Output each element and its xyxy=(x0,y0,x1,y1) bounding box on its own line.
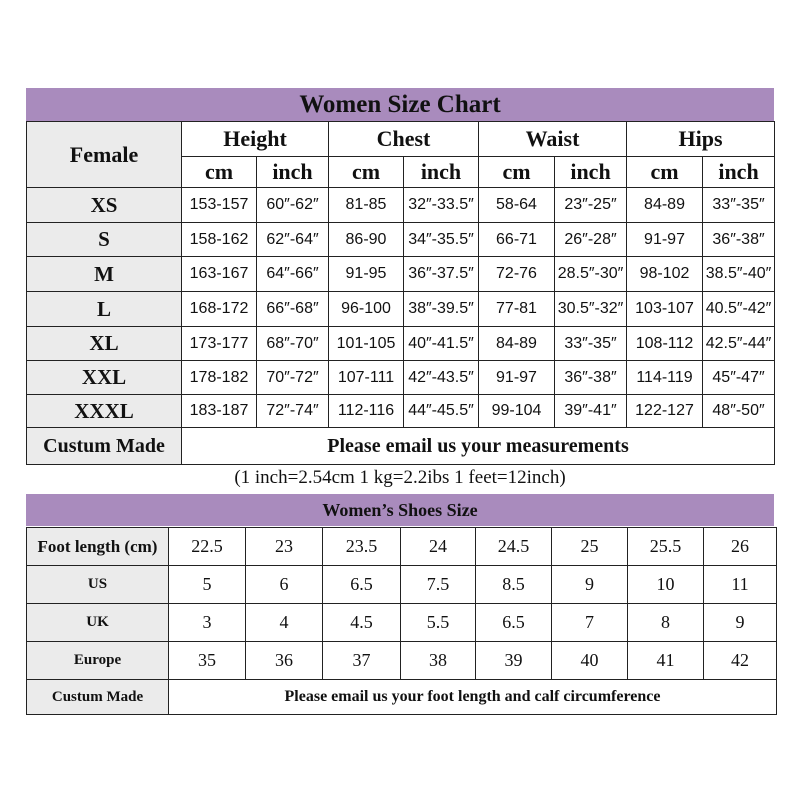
value-cell: 35 xyxy=(169,642,246,680)
value-cell: 103-107 xyxy=(627,292,703,327)
value-cell: 23 xyxy=(246,528,323,566)
value-cell: 36″-38″ xyxy=(703,223,775,257)
table-row xyxy=(27,223,775,257)
unit-inch: inch xyxy=(555,157,627,188)
size-label: S xyxy=(27,223,182,257)
size-label: XXXL xyxy=(27,395,182,428)
group-chest: Chest xyxy=(329,122,479,157)
value-cell: 36″-37.5″ xyxy=(404,257,479,292)
value-cell: 91-97 xyxy=(627,223,703,257)
value-cell: 5.5 xyxy=(401,604,476,642)
value-cell: 34″-35.5″ xyxy=(404,223,479,257)
table-row xyxy=(27,361,775,395)
value-cell: 66″-68″ xyxy=(257,292,329,327)
custom-made-label: Custum Made xyxy=(27,680,169,715)
table-row xyxy=(27,528,777,566)
value-cell: 9 xyxy=(704,604,777,642)
value-cell: 64″-66″ xyxy=(257,257,329,292)
group-height: Height xyxy=(182,122,329,157)
value-cell: 168-172 xyxy=(182,292,257,327)
value-cell: 40.5″-42″ xyxy=(703,292,775,327)
value-cell: 5 xyxy=(169,566,246,604)
group-waist: Waist xyxy=(479,122,627,157)
size-label: XL xyxy=(27,327,182,361)
custom-made-row xyxy=(27,428,775,465)
size-label: XXL xyxy=(27,361,182,395)
value-cell: 42.5″-44″ xyxy=(703,327,775,361)
table-row xyxy=(27,188,775,223)
value-cell: 22.5 xyxy=(169,528,246,566)
value-cell: 98-102 xyxy=(627,257,703,292)
shoe-chart-title: Women’s Shoes Size xyxy=(26,494,774,526)
row-label: US xyxy=(27,566,169,604)
value-cell: 33″-35″ xyxy=(555,327,627,361)
value-cell: 114-119 xyxy=(627,361,703,395)
value-cell: 42 xyxy=(704,642,777,680)
value-cell: 25 xyxy=(552,528,628,566)
value-cell: 173-177 xyxy=(182,327,257,361)
value-cell: 68″-70″ xyxy=(257,327,329,361)
value-cell: 77-81 xyxy=(479,292,555,327)
value-cell: 72-76 xyxy=(479,257,555,292)
value-cell: 91-97 xyxy=(479,361,555,395)
value-cell: 39 xyxy=(476,642,552,680)
value-cell: 178-182 xyxy=(182,361,257,395)
unit-cm: cm xyxy=(329,157,404,188)
shoe-size-table xyxy=(26,527,777,715)
value-cell: 36″-38″ xyxy=(555,361,627,395)
value-cell: 32″-33.5″ xyxy=(404,188,479,223)
row-label: Europe xyxy=(27,642,169,680)
size-label: XS xyxy=(27,188,182,223)
value-cell: 42″-43.5″ xyxy=(404,361,479,395)
unit-inch: inch xyxy=(257,157,329,188)
unit-inch: inch xyxy=(404,157,479,188)
custom-made-row xyxy=(27,680,777,715)
size-chart-table xyxy=(26,121,775,465)
value-cell: 40″-41.5″ xyxy=(404,327,479,361)
value-cell: 60″-62″ xyxy=(257,188,329,223)
group-hips: Hips xyxy=(627,122,775,157)
value-cell: 6 xyxy=(246,566,323,604)
value-cell: 38 xyxy=(401,642,476,680)
size-label: M xyxy=(27,257,182,292)
value-cell: 24 xyxy=(401,528,476,566)
size-label: L xyxy=(27,292,182,327)
value-cell: 33″-35″ xyxy=(703,188,775,223)
value-cell: 84-89 xyxy=(479,327,555,361)
conversion-note: (1 inch=2.54cm 1 kg=2.2ibs 1 feet=12inch) xyxy=(234,467,566,488)
value-cell: 25.5 xyxy=(628,528,704,566)
value-cell: 8.5 xyxy=(476,566,552,604)
table-row xyxy=(27,642,777,680)
value-cell: 38″-39.5″ xyxy=(404,292,479,327)
value-cell: 48″-50″ xyxy=(703,395,775,428)
value-cell: 99-104 xyxy=(479,395,555,428)
value-cell: 163-167 xyxy=(182,257,257,292)
value-cell: 37 xyxy=(323,642,401,680)
table-row xyxy=(27,292,775,327)
table-row xyxy=(27,566,777,604)
value-cell: 40 xyxy=(552,642,628,680)
value-cell: 6.5 xyxy=(323,566,401,604)
value-cell: 44″-45.5″ xyxy=(404,395,479,428)
custom-made-label: Custum Made xyxy=(27,428,182,465)
value-cell: 38.5″-40″ xyxy=(703,257,775,292)
value-cell: 7.5 xyxy=(401,566,476,604)
value-cell: 7 xyxy=(552,604,628,642)
size-chart-title: Women Size Chart xyxy=(26,88,774,121)
value-cell: 23″-25″ xyxy=(555,188,627,223)
value-cell: 62″-64″ xyxy=(257,223,329,257)
value-cell: 39″-41″ xyxy=(555,395,627,428)
row-label: Foot length (cm) xyxy=(27,528,169,566)
value-cell: 41 xyxy=(628,642,704,680)
corner-label: Female xyxy=(27,122,182,188)
value-cell: 36 xyxy=(246,642,323,680)
table-row xyxy=(27,327,775,361)
value-cell: 4.5 xyxy=(323,604,401,642)
value-cell: 3 xyxy=(169,604,246,642)
value-cell: 101-105 xyxy=(329,327,404,361)
row-label: UK xyxy=(27,604,169,642)
custom-made-text: Please email us your measurements xyxy=(182,428,775,465)
value-cell: 81-85 xyxy=(329,188,404,223)
unit-cm: cm xyxy=(182,157,257,188)
value-cell: 10 xyxy=(628,566,704,604)
value-cell: 58-64 xyxy=(479,188,555,223)
value-cell: 86-90 xyxy=(329,223,404,257)
value-cell: 122-127 xyxy=(627,395,703,428)
value-cell: 70″-72″ xyxy=(257,361,329,395)
value-cell: 4 xyxy=(246,604,323,642)
value-cell: 45″-47″ xyxy=(703,361,775,395)
table-row xyxy=(27,395,775,428)
unit-cm: cm xyxy=(479,157,555,188)
value-cell: 112-116 xyxy=(329,395,404,428)
value-cell: 72″-74″ xyxy=(257,395,329,428)
value-cell: 26″-28″ xyxy=(555,223,627,257)
unit-inch: inch xyxy=(703,157,775,188)
value-cell: 8 xyxy=(628,604,704,642)
value-cell: 66-71 xyxy=(479,223,555,257)
value-cell: 91-95 xyxy=(329,257,404,292)
table-row xyxy=(27,257,775,292)
unit-cm: cm xyxy=(627,157,703,188)
value-cell: 158-162 xyxy=(182,223,257,257)
value-cell: 9 xyxy=(552,566,628,604)
value-cell: 108-112 xyxy=(627,327,703,361)
value-cell: 84-89 xyxy=(627,188,703,223)
value-cell: 107-111 xyxy=(329,361,404,395)
value-cell: 183-187 xyxy=(182,395,257,428)
table-row xyxy=(27,604,777,642)
value-cell: 6.5 xyxy=(476,604,552,642)
value-cell: 24.5 xyxy=(476,528,552,566)
value-cell: 28.5″-30″ xyxy=(555,257,627,292)
value-cell: 96-100 xyxy=(329,292,404,327)
value-cell: 11 xyxy=(704,566,777,604)
value-cell: 26 xyxy=(704,528,777,566)
value-cell: 23.5 xyxy=(323,528,401,566)
value-cell: 30.5″-32″ xyxy=(555,292,627,327)
value-cell: 153-157 xyxy=(182,188,257,223)
custom-made-text: Please email us your foot length and calf circumference xyxy=(169,680,777,715)
